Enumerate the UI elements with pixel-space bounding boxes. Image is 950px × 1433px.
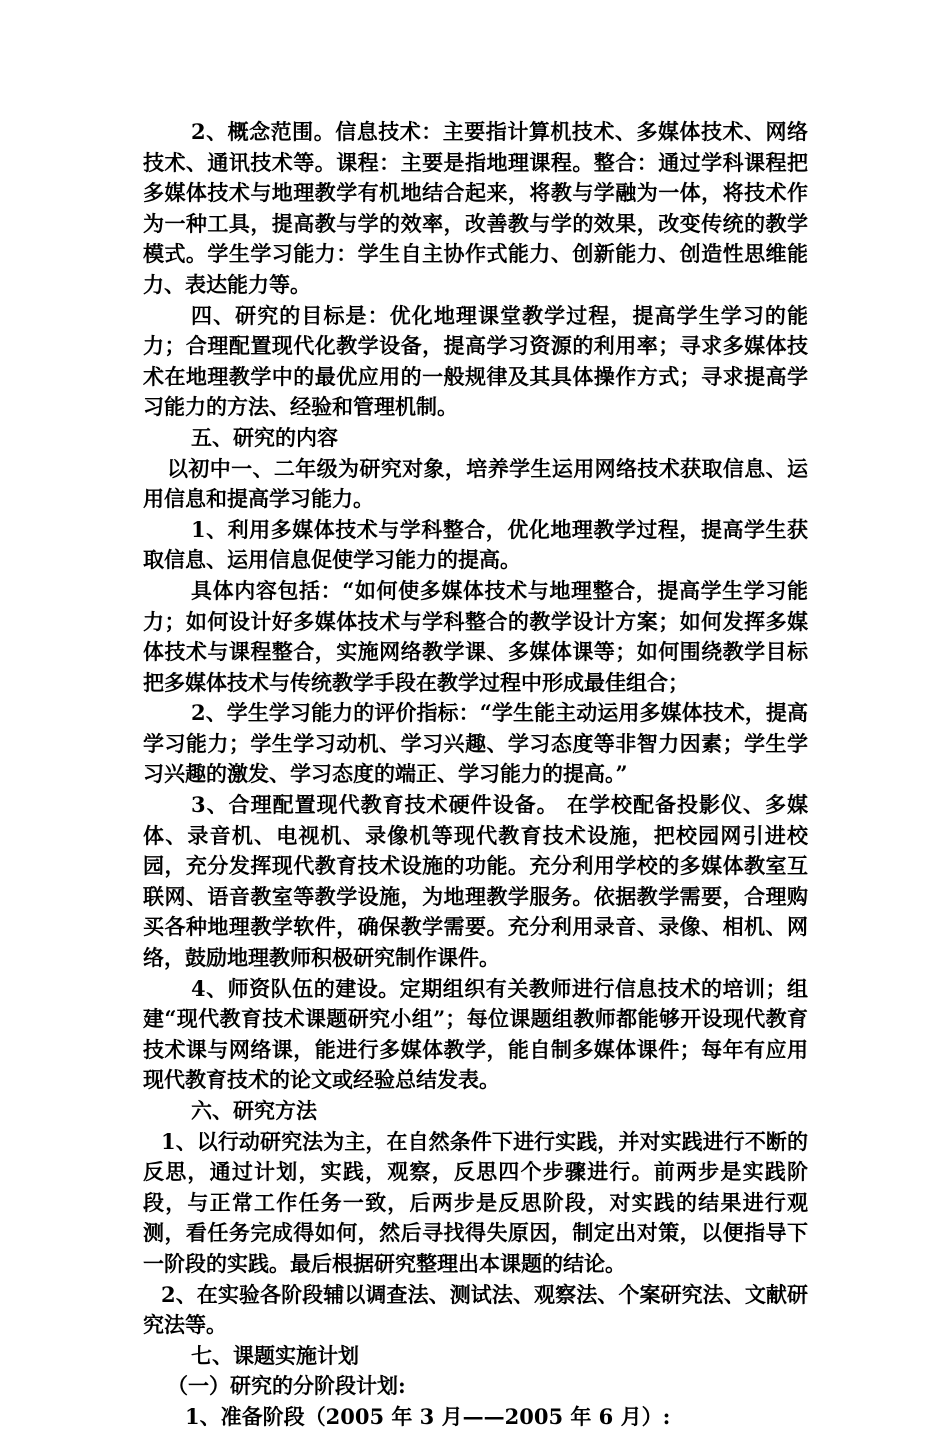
paragraph-specific-content: 具体内容包括：“如何使多媒体技术与地理整合，提高学生学习能力；如何设计好多媒体技术与学科整合的教学设计方案；如何发挥多媒体技术与课程整合，实施网络教学课、多媒体课等；如何围绕教学目标把多媒体技术与传统教学手段在教学过程中形成最佳组合； xyxy=(143,577,808,695)
paragraph-method-2: 2、在实验各阶段辅以调查法、测试法、观察法、个案研究法、文献研究法等。 xyxy=(143,1281,808,1338)
document-body xyxy=(143,117,808,1433)
paragraph-content-item-1: 1、利用多媒体技术与学科整合，优化地理教学过程，提高学生获取信息、运用信息促使学习能力的提高。 xyxy=(143,516,808,573)
paragraph-method-1: 1、以行动研究法为主，在自然条件下进行实践，并对实践进行不断的反思，通过计划，实践，观察，反思四个步骤进行。前两步是实践阶段，与正常工作任务一致，后两步是反思阶段，对实践的结果进行观测，看任务完成得如何，然后寻找得失原因，制定出对策，以便指导下一阶段的实践。最后根据研究整理出本课题的结论。 xyxy=(143,1128,808,1276)
paragraph-research-goals: 四、研究的目标是：优化地理课堂教学过程，提高学生学习的能力；合理配置现代化教学设备，提高学习资源的利用率；寻求多媒体技术在地理教学中的最优应用的一般规律及其具体操作方式；寻求提高学习能力的方法、经验和管理机制。 xyxy=(143,302,808,420)
subheading-phased-plan: （一）研究的分阶段计划: xyxy=(167,1373,406,1399)
paragraph-content-item-3: 3、合理配置现代教育技术硬件设备。 在学校配备投影仪、多媒体、录音机、电视机、录像机等现代教育技术设施，把校园网引进校园，充分发挥现代教育技术设施的功能。充分利用学校的多媒体教室互联网、语音教室等教学设施，为地理教学服务。依据教学需要，合理购买各种地理教学软件，确保教学需要。充分利用录音、录像、相机、网络，鼓励地理教师积极研究制作课件。 xyxy=(143,792,808,971)
heading-implementation-plan: 七、课题实施计划 xyxy=(191,1342,359,1368)
heading-research-methods: 六、研究方法 xyxy=(191,1098,317,1123)
paragraph-research-subjects: 以初中一、二年级为研究对象，培养学生运用网络技术获取信息、运用信息和提高学习能力。 xyxy=(143,455,808,512)
paragraph-content-item-4: 4、师资队伍的建设。定期组织有关教师进行信息技术的培训；组建“现代教育技术课题研究小组”；每位课题组教师都能够开设现代教育技术课与网络课，能进行多媒体教学，能自制多媒体课件；每年有应用现代教育技术的论文或经验总结发表。 xyxy=(143,975,808,1093)
heading-research-content: 五、研究的内容 xyxy=(191,424,338,450)
paragraph-concept-scope: 2、概念范围。信息技术：主要指计算机技术、多媒体技术、网络技术、通讯技术等。课程：主要是指地理课程。整合：通过学科课程把多媒体技术与地理教学有机地结合起来，将教与学融为一体，将技术作为一种工具，提高教与学的效率，改善教与学的效果，改变传统的教学模式。学生学习能力：学生自主协作式能力、创新能力、创造性思维能力、表达能力等。 xyxy=(143,119,808,297)
stage-preparation: 1、准备阶段（2005 年 3 月——2005 年 6 月）: xyxy=(185,1403,671,1429)
paragraph-content-item-2: 2、学生学习能力的评价指标：“学生能主动运用多媒体技术，提高学习能力；学生学习动机、学习兴趣、学习态度等非智力因素；学生学习兴趣的激发、学习态度的端正、学习能力的提高。” xyxy=(143,700,808,787)
